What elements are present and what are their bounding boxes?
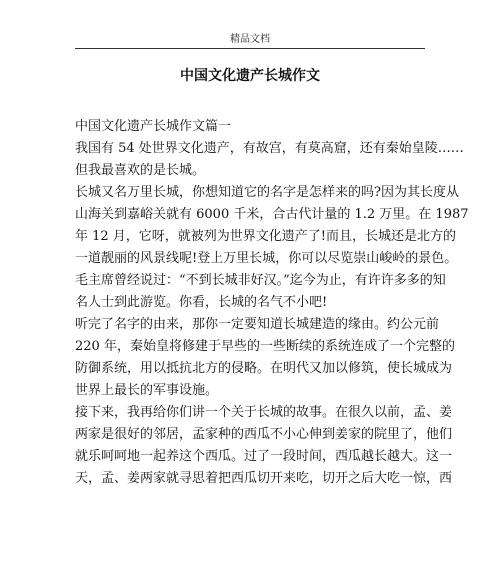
body-line: 一道靓丽的风景线呢!登上万里长城，你可以尽览崇山峻岭的景色。 (75, 251, 458, 266)
body-line: 防御系统，用以抵抗北方的侵略。在明代又加以修筑，使长城成为 (75, 361, 453, 376)
body-line: 但我最喜欢的是长城。 (75, 163, 206, 178)
body-line: 就乐呵呵地一起养这个西瓜。过了一段时间，西瓜越长越大。这一 (75, 449, 453, 464)
body-line: 中国文化遗产长城作文篇一 (75, 119, 232, 134)
body-line: 天，孟、姜两家就寻思着把西瓜切开来吃，切开之后大吃一惊，西 (75, 471, 453, 486)
header-label: 精品文档 (230, 34, 270, 45)
body-line: 接下来，我再给你们讲一个关于长城的故事。在很久以前，孟、姜 (75, 405, 453, 420)
document-title: 中国文化遗产长城作文 (180, 68, 320, 84)
header-divider (75, 48, 425, 49)
body-line: 山海关到嘉峪关就有 6000 千米，合古代计量的 1.2 万里。在 1987 (75, 207, 469, 222)
body-line: 听完了名字的由来，那你一定要知道长城建造的缘由。约公元前 (75, 317, 440, 332)
document-body (75, 116, 469, 490)
body-line: 两家是很好的邻居，孟家种的西瓜不小心伸到姜家的院里了，他们 (75, 427, 453, 442)
body-line: 年 12 月，它呀，就被列为世界文化遗产了!而且，长城还是北方的 (75, 229, 457, 244)
body-line: 世界上最长的军事设施。 (75, 383, 219, 398)
body-line: 长城又名万里长城，你想知道它的名字是怎样来的吗?因为其长度从 (75, 185, 459, 200)
body-line: 毛主席曾经说过：“不到长城非好汉。”迄今为止，有许许多多的知 (75, 273, 446, 288)
body-line: 220 年，秦始皇将修建于早些的一些断续的系统连成了一个完整的 (75, 339, 455, 354)
body-line: 名人士到此游览。你看，长城的名气不小吧! (75, 295, 328, 310)
body-line: 我国有 54 处世界文化遗产，有故宫，有莫高窟，还有秦始皇陵…… (75, 141, 464, 156)
